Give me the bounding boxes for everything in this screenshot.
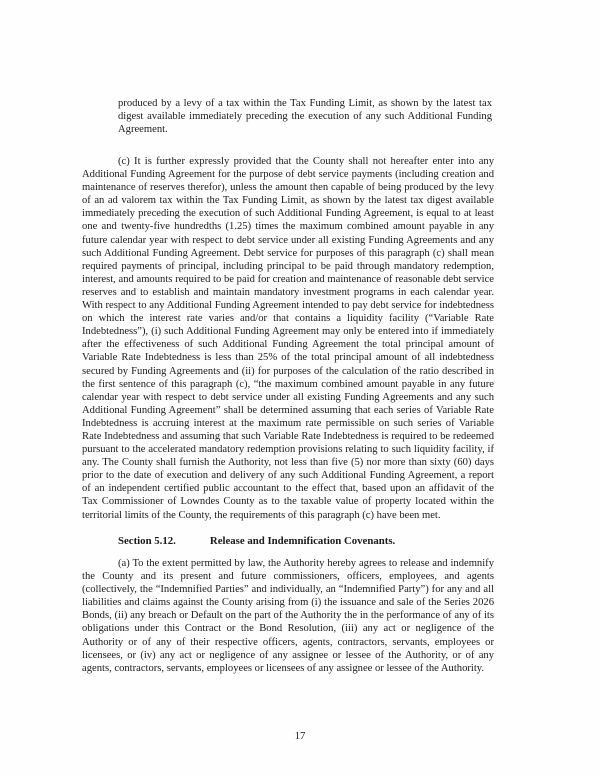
section-title: Release and Indemnification Covenants. [209,535,396,547]
paragraph-c: (c) It is further expressly provided that the County shall not hereafter enter into any Additional Funding Agreement for the purpose of debt service payments (including creation and maintenance of reserves therefor), unless the amount then capable of being produced by the levy of an ad valorem tax within the Tax Funding Limit, as shown by the latest tax digest available immediately preceding the execution of such Additional Funding Agreement, is equal to at least one and twenty-five hundredths (1.25) times the maximum combined amount payable in any future calendar year with respect to debt service under all existing Funding Agreements and any such Additional Funding Agreement. Debt service for purposes of this paragraph (c) shall mean required payments of principal, including principal to be paid through mandatory redemption, interest, and amounts required to be paid for creation and maintenance of reasonable debt service reserves and to establish and maintain mandatory investment programs in each calendar year. With respect to any Additional Funding Agreement intended to pay debt service for indebtedness on which the interest rate varies and/or that contains a liquidity facility (“Variable Rate Indebtedness”), (i) such Additional Funding Agreement may only be entered into if immediately after the effectiveness of such Additional Funding Agreement the total principal amount of Variable Rate Indebtedness is less than 25% of the total principal amount of all indebtedness secured by Funding Agreements and (ii) for purposes of the calculation of the ratio described in the first sentence of this paragraph (c), “the maximum combined amount payable in any future calendar year with respect to debt service under all existing Funding Agreements and any such Additional Funding Agreement” shall be determined assuming that each series of Variable Rate Indebtedness is accruing interest at the maximum rate permissible on such series of Variable Rate Indebtedness and assuming that such Variable Rate Indebtedness is required to be redeemed pursuant to the accelerated mandatory redemption provisions relating to such liquidity facility, if any. The County shall furnish the Authority, not less than five (5) nor more than sixty (60) days prior to the date of execution and delivery of any such Additional Funding Agreement, a report of an independent certified public accountant to the effect that, based upon an affidavit of the Tax Commissioner of Lowndes County as to the taxable value of property located within the territorial limits of the County, the requirements of this paragraph (c) have been met. [82,156,494,521]
page-number: 17 [294,731,306,742]
paragraph-continuation: produced by a levy of a tax within the Tax Funding Limit, as shown by the latest tax digest available immediately preceding the execution of any such Additional Funding Agreement. [118,98,492,136]
paragraph-a: (a) To the extent permitted by law, the Authority hereby agrees to release and indemnify the County and its present and future commissioners, officers, employees, and agents (collectively, the “Indemnified Parties” and individually, an “Indemnified Party”) for any and all liabilities and claims against the County arising from (i) the issuance and sale of the Series 2026 Bonds, (ii) any breach or Default on the part of the Authority the in the performance of any of its obligations under this Contract or the Bond Resolution, (iii) any act or negligence of the Authority or of any of their respective officers, agents, contractors, servants, employees or licensees, or (iv) any act or negligence of any assignee or lessee of the Authority, or of any agents, contractors, servants, employees or licensees of any assignee or lessee of the Authority. [82,558,494,674]
section-heading [118,535,395,547]
section-number: Section 5.12. [118,535,176,547]
